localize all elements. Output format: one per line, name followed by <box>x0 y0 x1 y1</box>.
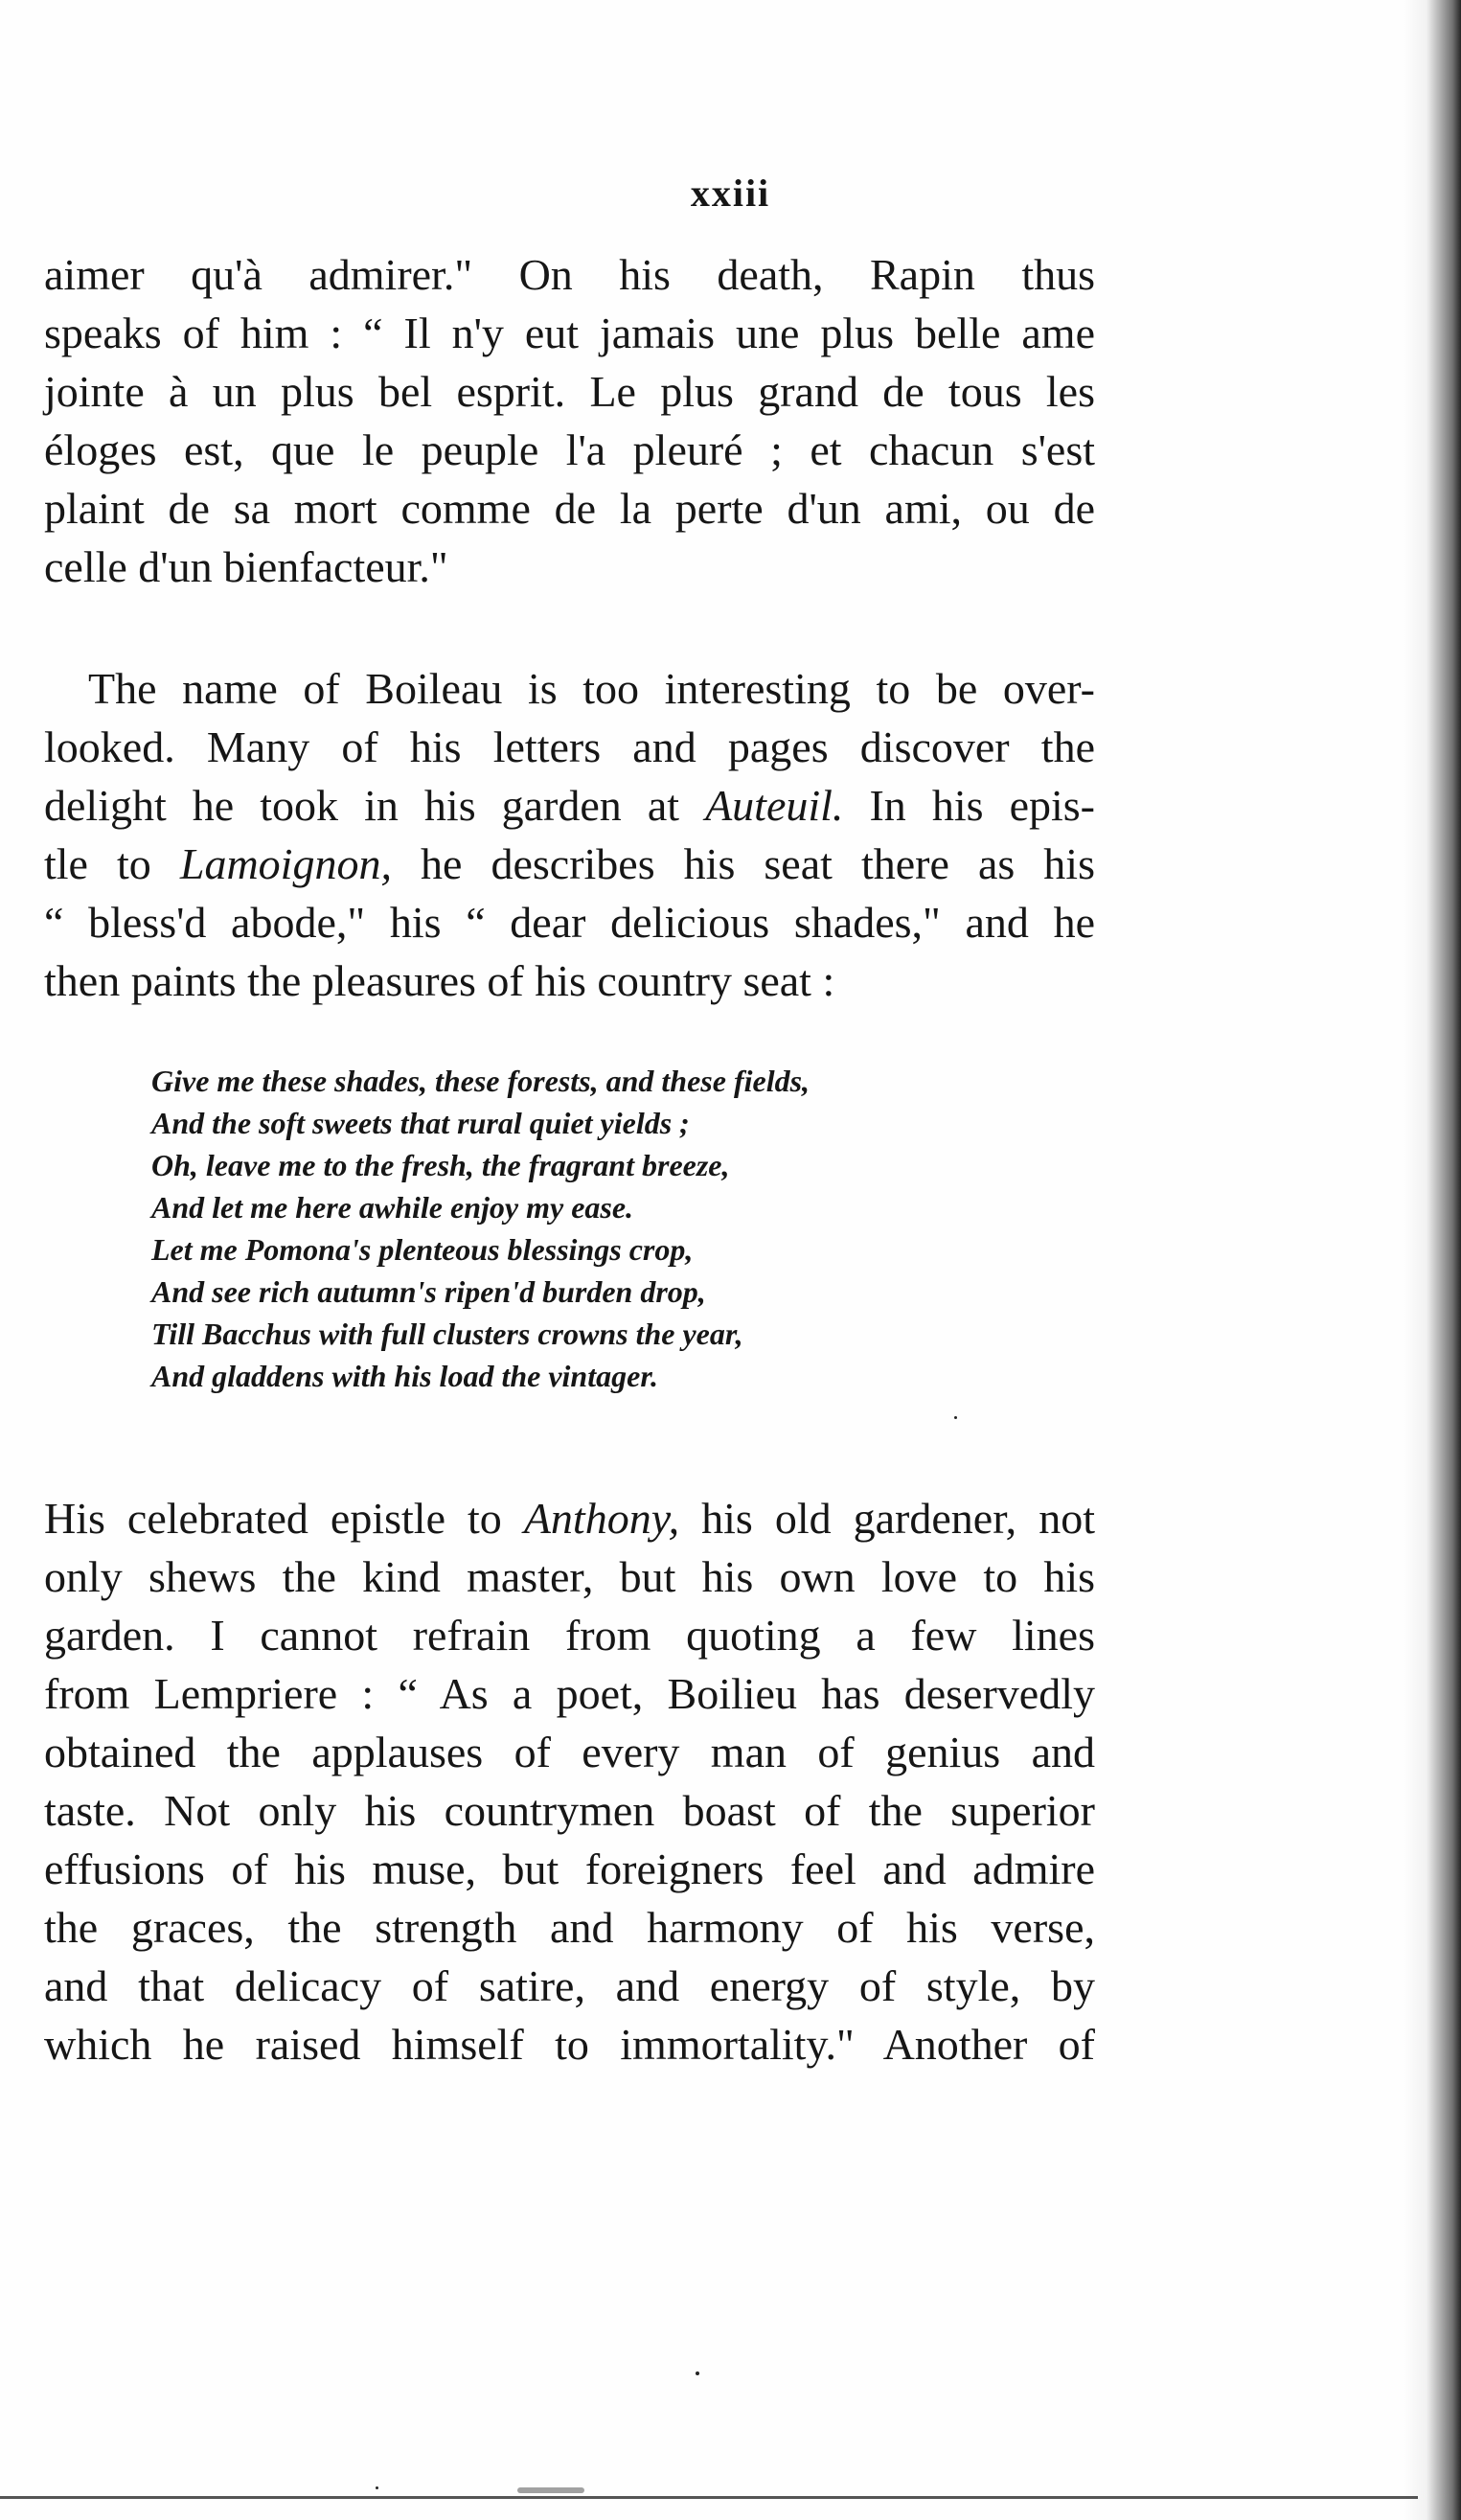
text-line: obtained the applauses of every man of genius and <box>44 1728 1095 1776</box>
text-line: looked. Many of his letters and pages discover the <box>44 722 1095 771</box>
text-line: celle d'un bienfacteur." <box>44 542 448 591</box>
binding-edge-shadow <box>1404 0 1461 2520</box>
text-line: éloges est, que le peuple l'a pleuré ; et chacun s'est <box>44 425 1095 474</box>
verse-line: Oh, leave me to the fresh, the fragrant breeze, <box>151 1148 730 1182</box>
ink-smudge <box>517 2487 584 2493</box>
text-line: which he raised himself to immortality." Another of <box>44 2020 1095 2069</box>
page-number: xxiii <box>690 172 771 215</box>
text-run: tle to <box>44 839 180 888</box>
text-line: aimer qu'à admirer." On his death, Rapin thus <box>44 250 1095 299</box>
text-line: effusions of his muse, but foreigners feel and admire <box>44 1844 1095 1893</box>
text-line: taste. Not only his countrymen boast of the superior <box>44 1786 1095 1835</box>
verse-quotation <box>151 1060 1014 1397</box>
ink-speck <box>954 1416 957 1419</box>
paragraph-anthony <box>44 1489 1095 2073</box>
verse-line: And see rich autumn's ripen'd burden drop, <box>151 1274 706 1309</box>
verse-line: And gladdens with his load the vintager. <box>151 1359 658 1393</box>
page-bottom-edge <box>0 2496 1418 2499</box>
text-line: The name of Boileau is too interesting to be over- <box>88 664 1095 713</box>
text-line: then paints the pleasures of his country seat : <box>44 956 835 1005</box>
verse-line: Give me these shades, these forests, and these fields, <box>151 1064 810 1098</box>
paragraph-rapin <box>44 245 1095 596</box>
verse-line: Till Bacchus with full clusters crowns the year, <box>151 1317 743 1351</box>
text-line: jointe à un plus bel esprit. Le plus grand de tous les <box>44 367 1095 416</box>
italic-person-name: Lamoignon, <box>179 839 392 888</box>
italic-place-name: Auteuil. <box>705 781 844 830</box>
verse-line: And the soft sweets that rural quiet yields ; <box>151 1106 690 1140</box>
text-line: “ bless'd abode," his “ dear delicious shades," and he <box>44 898 1095 947</box>
verse-line: And let me here awhile enjoy my ease. <box>151 1190 634 1225</box>
ink-speck <box>696 2371 699 2375</box>
text-line: garden. I cannot refrain from quoting a few lines <box>44 1611 1095 1660</box>
text-line: only shews the kind master, but his own love to his <box>44 1552 1095 1601</box>
text-line: the graces, the strength and harmony of his verse, <box>44 1903 1095 1952</box>
text-line <box>44 835 1095 893</box>
text-run: delight he took in his garden at <box>44 781 706 830</box>
text-run: In his epis- <box>843 781 1095 830</box>
text-run: his old gardener, not <box>679 1494 1095 1543</box>
text-line: plaint de sa mort comme de la perte d'un ami, ou de <box>44 484 1095 533</box>
text-run: he describes his seat there as his <box>391 839 1095 888</box>
ink-speck <box>376 2486 378 2489</box>
text-line: from Lempriere : “ As a poet, Boilieu has deservedly <box>44 1669 1095 1718</box>
text-line <box>44 776 1095 835</box>
text-line: speaks of him : “ Il n'y eut jamais une plus belle ame <box>44 309 1095 357</box>
verse-line: Let me Pomona's plenteous blessings crop, <box>151 1232 694 1267</box>
text-run: His celebrated epistle to <box>44 1494 524 1543</box>
italic-person-name: Anthony, <box>523 1494 680 1543</box>
text-line: and that delicacy of satire, and energy of style, by <box>44 1961 1095 2010</box>
text-line <box>44 1489 1095 1547</box>
paragraph-boileau <box>44 659 1095 1010</box>
